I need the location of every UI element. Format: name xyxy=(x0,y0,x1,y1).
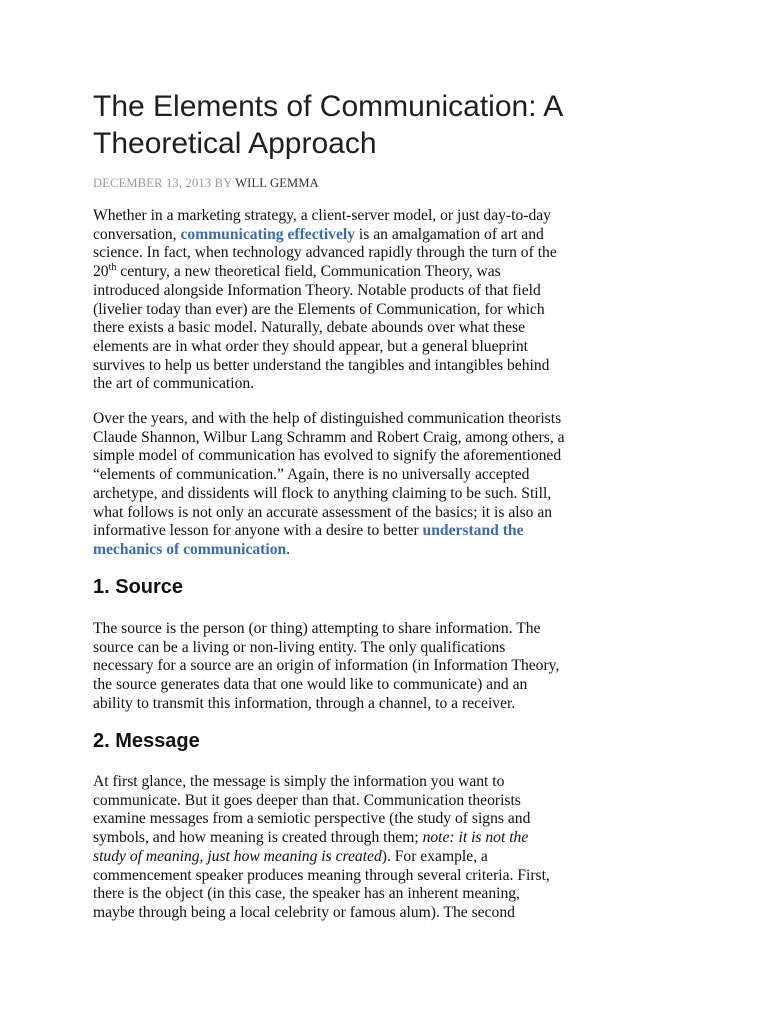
text-line: Over the years, and with the help of distinguished communication theorists xyxy=(93,410,562,427)
understand-mechanics-link[interactable]: understand the xyxy=(422,522,524,540)
text-line: The source is the person (or thing) attempting to share information. The xyxy=(93,620,541,637)
text-line: informative lesson for anyone with a desire to better understand the xyxy=(93,522,524,540)
text-line: science. In fact, when technology advanced rapidly through the turn of the xyxy=(93,244,557,262)
text-line: the source generates data that one would like to communicate) and an xyxy=(93,676,528,694)
text-line: archetype, and dissidents will flock to anything claiming to be such. Still, xyxy=(93,484,552,502)
understand-mechanics-link[interactable]: mechanics of communication xyxy=(93,540,287,558)
text-line: (livelier today than ever) are the Elements of Communication, for which xyxy=(93,300,545,318)
text-line: what follows is not only an accurate assessment of the basics; it is also an xyxy=(93,503,553,521)
text-line: conversation, communicating effectively is an amalgamation of art and xyxy=(93,225,544,243)
title-line: Theoretical Approach xyxy=(93,127,377,160)
text-line: 20th century, a new theoretical field, Communication Theory, was xyxy=(93,262,501,281)
text-line: survives to help us better understand the tangibles and intangibles behind xyxy=(93,356,550,374)
paragraph-overview xyxy=(93,410,673,560)
text-line: simple model of communication has evolved to signify the aforementioned xyxy=(93,447,562,465)
text-line: At first glance, the message is simply the information you want to xyxy=(93,773,505,790)
text-line: symbols, and how meaning is created through them; note: it is not the xyxy=(93,829,529,847)
text-line: elements are in what order they should appear, but a general blueprint xyxy=(93,337,528,355)
text-line: mechanics of communication. xyxy=(93,540,291,558)
text-line: the art of communication. xyxy=(93,375,255,393)
paragraph-message xyxy=(93,773,673,923)
text-line: Claude Shannon, Wilbur Lang Schramm and Robert Craig, among others, a xyxy=(93,428,565,446)
section-heading-source: 1. Source xyxy=(93,576,184,598)
text-line: Whether in a marketing strategy, a client-server model, or just day-to-day xyxy=(93,207,551,224)
byline-by: BY xyxy=(211,176,236,190)
text-line: “elements of communication.” Again, there is no universally accepted xyxy=(93,466,530,484)
author-link[interactable]: WILL GEMMA xyxy=(235,176,319,190)
communicating-effectively-link[interactable]: communicating effectively xyxy=(180,225,355,243)
byline xyxy=(93,176,319,191)
text-line: necessary for a source are an origin of information (in Information Theory, xyxy=(93,657,560,675)
text-line: source can be a living or non-living entity. The only qualifications xyxy=(93,638,506,656)
text-line: maybe through being a local celebrity or famous alum). The second xyxy=(93,903,515,921)
post-date: DECEMBER 13, 2013 xyxy=(93,176,212,190)
text-line: there is the object (in this case, the speaker has an inherent meaning, xyxy=(93,885,520,903)
text-line: examine messages from a semiotic perspective (the study of signs and xyxy=(93,810,531,828)
emphasis-note: study of meaning, just how meaning is created xyxy=(93,847,382,865)
paragraph-source xyxy=(93,620,673,714)
text-line: introduced alongside Information Theory. Notable products of that field xyxy=(93,281,541,299)
text-line: commencement speaker produces meaning through several criteria. First, xyxy=(93,866,550,884)
paragraph-intro xyxy=(93,207,673,394)
text-line: communicate. But it goes deeper than that. Communication theorists xyxy=(93,791,521,809)
text-line: ability to transmit this information, through a channel, to a receiver. xyxy=(93,694,516,712)
text-line: there exists a basic model. Naturally, debate abounds over what these xyxy=(93,319,526,337)
title-line: The Elements of Communication: A xyxy=(93,90,564,123)
emphasis-note: note: it is not the xyxy=(422,829,529,847)
section-heading-message: 2. Message xyxy=(93,730,200,752)
text-line: study of meaning, just how meaning is created). For example, a xyxy=(93,847,488,865)
article-title xyxy=(93,88,673,162)
